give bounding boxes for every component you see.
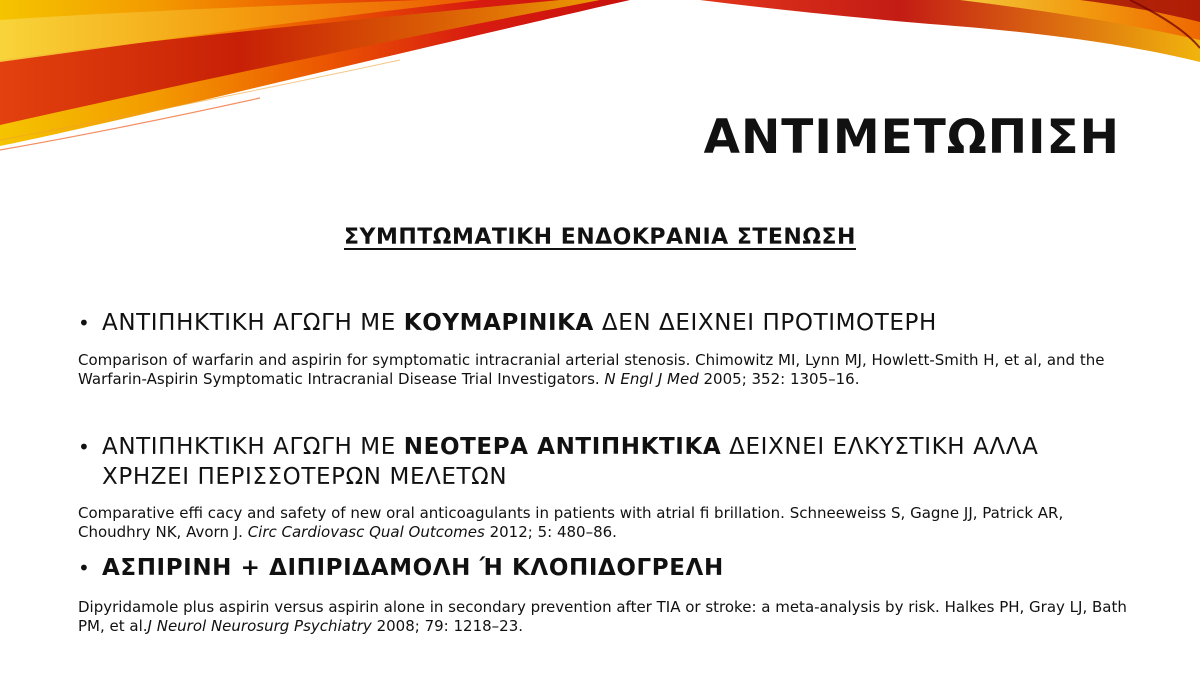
citation-details: 2008; 79: 1218–23.: [371, 617, 524, 635]
reference-citation-3: [78, 598, 1138, 636]
bullet-text: [102, 553, 1102, 583]
bullet-text-bold: ΝΕΟΤΕΡΑ ΑΝΤΙΠΗΚΤΙΚΑ: [403, 434, 722, 460]
bullet-item-1: [78, 308, 1102, 338]
bullet-text-bold: ΚΟΥΜΑΡΙΝΙΚΑ: [403, 310, 594, 336]
bullet-dot: •: [78, 556, 91, 580]
citation-journal: N Engl J Med: [604, 370, 699, 388]
bullet-item-3: [78, 553, 1102, 583]
citation-text: Comparison of warfarin and aspirin for symptomatic intracranial arterial stenosis. Chimowitz MI, Lynn MJ, Howlett-Smith H, et al, and the Warfarin-Aspirin Symptomatic Intracranial Disease Trial Investigators.: [78, 351, 1105, 388]
citation-text: Comparative effi cacy and safety of new oral anticoagulants in patients with atrial fi brillation. Schneeweiss S, Gagne JJ, Patrick AR, Choudhry NK, Avorn J.: [78, 504, 1064, 541]
bullet-dot: •: [78, 435, 91, 459]
citation-details: 2012; 5: 480–86.: [484, 523, 617, 541]
bullet-dot: •: [78, 311, 91, 335]
slide-subtitle: ΣΥΜΠΤΩΜΑΤΙΚΗ ΕΝΔΟΚΡΑΝΙΑ ΣΤΕΝΩΣΗ: [344, 225, 856, 250]
bullet-text-bold: ΑΣΠΙΡΙΝΗ + ΔΙΠΙΡΙΔΑΜΟΛΗ Ή ΚΛΟΠΙΔΟΓΡΕΛΗ: [102, 555, 724, 581]
bullet-item-2: [78, 432, 1082, 492]
citation-journal: Circ Cardiovasc Qual Outcomes: [247, 523, 485, 541]
bullet-text-pre: ΑΝΤΙΠΗΚΤΙΚΗ ΑΓΩΓΗ ΜΕ: [102, 434, 404, 460]
slide-title: ΑΝΤΙΜΕΤΩΠΙΣΗ: [703, 110, 1120, 165]
bullet-text: [102, 308, 1102, 338]
citation-journal: J Neurol Neurosurg Psychiatry: [147, 617, 372, 635]
citation-details: 2005; 352: 1305–16.: [698, 370, 860, 388]
bullet-text-post: ΔΕΙΧΝΕΙ ΕΛΚΥΣΤΙΚΗ ΑΛΛΑ ΧΡΗΖΕΙ ΠΕΡΙΣΣΟΤΕΡΩΝ ΜΕΛΕΤΩΝ: [102, 434, 1039, 490]
bullet-text-pre: ΑΝΤΙΠΗΚΤΙΚΗ ΑΓΩΓΗ ΜΕ: [102, 310, 404, 336]
reference-citation-1: [78, 351, 1138, 389]
bullet-text-post: ΔΕΝ ΔΕΙΧΝΕΙ ΠΡΟΤΙΜΟΤΕΡΗ: [593, 310, 937, 336]
citation-text: Dipyridamole plus aspirin versus aspirin alone in secondary prevention after TIA or stroke: a meta-analysis by risk. Halkes PH, Gray LJ, Bath PM, et al.: [78, 598, 1127, 635]
bullet-text: [102, 432, 1082, 492]
reference-citation-2: [78, 504, 1138, 542]
